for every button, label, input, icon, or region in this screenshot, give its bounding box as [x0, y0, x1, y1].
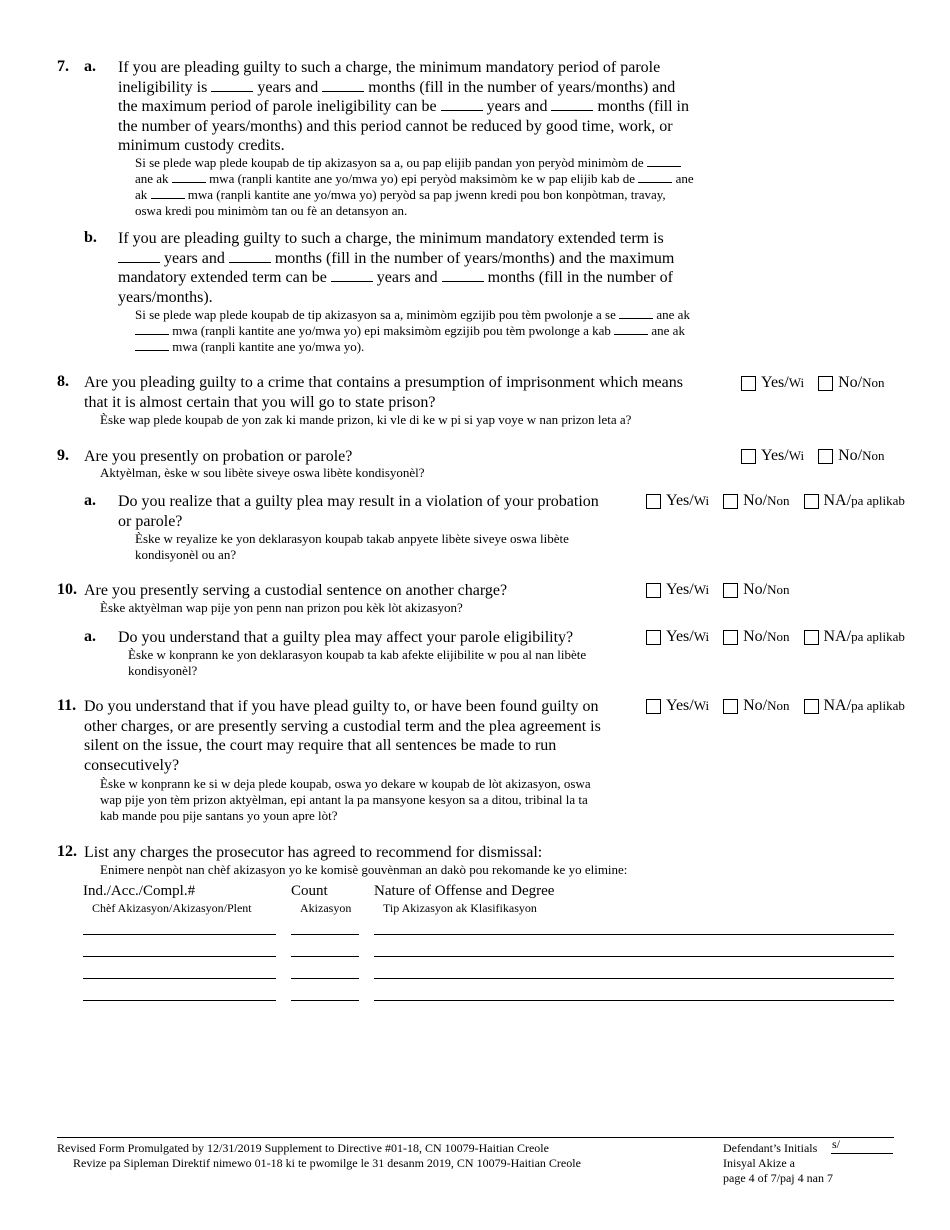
q7b-text-line: years and months (fill in the number of years/months) and the maximum — [118, 249, 738, 269]
q10a-yes-option[interactable]: Yes/ Wi — [646, 628, 709, 646]
q7b-text-blank[interactable] — [331, 268, 373, 282]
q7b-translation-line: mwa (ranpli kantite ane yo/mwa yo). — [135, 339, 745, 355]
charge-row-2-count[interactable] — [291, 956, 359, 957]
charge-row-3-count[interactable] — [291, 978, 359, 979]
q8-no-checkbox[interactable] — [818, 376, 833, 391]
col-header-nature: Nature of Offense and Degree — [374, 883, 555, 899]
q11-na-option[interactable]: NA/ pa aplikab — [804, 697, 905, 715]
q7a-text-line: If you are pleading guilty to such a charge, the minimum mandatory period of parole — [118, 59, 661, 76]
q7b-text — [118, 229, 738, 307]
q10a-no-checkbox[interactable] — [723, 630, 738, 645]
q11-options — [646, 697, 905, 715]
q7b-translation — [135, 307, 745, 355]
q7a-text-line: minimum custody credits. — [118, 137, 285, 154]
q7b-text-blank[interactable] — [442, 268, 484, 282]
q8-yes-checkbox[interactable] — [741, 376, 756, 391]
q9a-na-option[interactable]: NA/ pa aplikab — [804, 492, 905, 510]
charge-row-2-nature[interactable] — [374, 956, 894, 957]
q10a-na-checkbox[interactable] — [804, 630, 819, 645]
q9-options — [741, 447, 885, 465]
q7a-letter: a. — [84, 58, 96, 75]
col-header-ind-ht: Chèf Akizasyon/Akizasyon/Plent — [92, 901, 252, 915]
q9a-translation: Èske w reyalize ke yon deklarasyon koupab takab anpyete libète siveye oswa libète kondisyonèl ou an? — [135, 531, 569, 562]
charge-row-4-ind[interactable] — [83, 1000, 276, 1001]
q10a-text: Do you understand that a guilty plea may affect your parole eligibility? — [118, 629, 574, 646]
q11-no-checkbox[interactable] — [723, 699, 738, 714]
q8-no-option[interactable]: No/ Non — [818, 374, 884, 392]
q7a-text-line: ineligibility is years and months (fill in the number of years/months) and — [118, 78, 676, 96]
q7a-translation-blank[interactable] — [638, 171, 672, 183]
charge-row-4-count[interactable] — [291, 1000, 359, 1001]
q10a-letter: a. — [84, 628, 96, 645]
q7a-translation-line: ak mwa (ranpli kantite ane yo/mwa yo) peryòd sa pap jwenn kredi pou bon konpòtman, travay, — [135, 187, 666, 202]
q7b-text-blank[interactable] — [118, 249, 160, 263]
q11-translation: Èske w konprann ke si w deja plede koupab, oswa yo dekare w koupab de lòt akizasyon, oswa wap pije yon tèm prizon aktyèlman, epi antant la pa mansyone kesyon sa a ditou, tribinal la ta kab mande pou pije santans yo youn apre lòt? — [100, 776, 591, 823]
col-header-count-ht: Akizasyon — [300, 901, 352, 915]
q11-yes-checkbox[interactable] — [646, 699, 661, 714]
q12-number: 12. — [57, 843, 77, 860]
q10-no-checkbox[interactable] — [723, 583, 738, 598]
q10-translation: Èske aktyèlman wap pije yon penn nan prizon pou kèk lòt akizasyon? — [100, 600, 463, 615]
col-header-count: Count — [291, 883, 328, 899]
initials-field[interactable]: s/ — [831, 1138, 893, 1154]
charge-row-1-ind[interactable] — [83, 934, 276, 935]
q10-options — [646, 581, 790, 599]
q11-no-option[interactable]: No/ Non — [723, 697, 789, 715]
page-number: page 4 of 7/paj 4 nan 7 — [723, 1171, 833, 1185]
q7b-text-line: mandatory extended term can be years and months (fill in the number of — [118, 269, 673, 286]
q9-no-checkbox[interactable] — [818, 449, 833, 464]
q10-text: Are you presently serving a custodial sentence on another charge? — [84, 582, 508, 599]
q10a-no-option[interactable]: No/ Non — [723, 628, 789, 646]
q11-number: 11. — [57, 697, 77, 714]
q9a-no-option[interactable]: No/ Non — [723, 492, 789, 510]
q12-text: List any charges the prosecutor has agreed to recommend for dismissal: — [84, 844, 543, 861]
q8-translation: Èske wap plede koupab de yon zak ki mande prizon, ki vle di ke w pi si yap voye w nan prizon leta a? — [100, 412, 632, 427]
footer-rule — [57, 1137, 894, 1138]
q9-text: Are you presently on probation or parole? — [84, 448, 353, 465]
q9a-yes-checkbox[interactable] — [646, 494, 661, 509]
q7a-translation-line: ane ak mwa (ranpli kantite ane yo/mwa yo) epi peryòd maksimòm ke w pap elijib kab de ane — [135, 171, 694, 186]
q7a-translation-line: oswa kredi pou minimòm tan ou fè an detansyon an. — [135, 203, 408, 218]
q7a-translation — [135, 155, 745, 219]
q10-no-option[interactable]: No/ Non — [723, 581, 789, 599]
q7a-text-blank[interactable] — [211, 78, 253, 92]
q7a-translation-blank[interactable] — [647, 155, 681, 167]
q10a-na-option[interactable]: NA/ pa aplikab — [804, 628, 905, 646]
q7a-translation-blank[interactable] — [172, 171, 206, 183]
q10-yes-checkbox[interactable] — [646, 583, 661, 598]
q7a-translation-line: Si se plede wap plede koupab de tip akizasyon sa a, ou pap elijib pandan yon peryòd minimòm de — [135, 155, 745, 171]
q7b-text-line: years/months). — [118, 288, 213, 306]
footer-revision-ht: Revize pa Sipleman Direktif nimewo 01-18 ki te pwomilge le 31 desanm 2019, CN 10079-Haitian Creole — [73, 1156, 581, 1170]
q9-yes-option[interactable]: Yes/ Wi — [741, 447, 804, 465]
q10-yes-option[interactable]: Yes/ Wi — [646, 581, 709, 599]
col-header-nature-ht: Tip Akizasyon ak Klasifikasyon — [383, 901, 537, 915]
q7b-text-line: If you are pleading guilty to such a charge, the minimum mandatory extended term is — [118, 230, 664, 247]
q7b-translation-line: Si se plede wap plede koupab de tip akizasyon sa a, minimòm egzijib pou tèm pwolonje a se ane ak — [135, 307, 690, 322]
q9-number: 9. — [57, 447, 69, 464]
charge-row-2-ind[interactable] — [83, 956, 276, 957]
q9-translation: Aktyèlman, èske w sou libète siveye oswa libète kondisyonèl? — [100, 465, 425, 480]
q7-number: 7. — [57, 58, 69, 75]
q7a-text-line: the maximum period of parole ineligibility can be years and months (fill in — [118, 98, 689, 115]
q11-na-checkbox[interactable] — [804, 699, 819, 714]
q12-translation: Enimere nenpòt nan chèf akizasyon yo ke komisè gouvènman an dakò pou rekomande ke yo elimine: — [100, 862, 628, 877]
q9a-yes-option[interactable]: Yes/ Wi — [646, 492, 709, 510]
q7b-letter: b. — [84, 229, 97, 246]
q10a-options — [646, 628, 905, 646]
q7a-text-blank[interactable] — [441, 97, 483, 111]
q7b-translation-blank[interactable] — [619, 307, 653, 319]
q7b-translation-line: mwa (ranpli kantite ane yo/mwa yo) epi maksimòm egzijib pou tèm pwolonge a kab ane ak — [135, 323, 745, 339]
q7b-text-blank[interactable] — [229, 249, 271, 263]
q9-no-option[interactable]: No/ Non — [818, 447, 884, 465]
charge-row-3-ind[interactable] — [83, 978, 276, 979]
q8-yes-option[interactable]: Yes/ Wi — [741, 374, 804, 392]
q8-number: 8. — [57, 373, 69, 390]
q7a-text-line: the number of years/months) and this period cannot be reduced by good time, work, or — [118, 117, 673, 135]
q9a-letter: a. — [84, 492, 96, 509]
initials-label: Defendant’s Initials — [723, 1141, 818, 1155]
q7b-translation-blank[interactable] — [135, 323, 169, 335]
q9a-text: Do you realize that a guilty plea may result in a violation of your probation or parole? — [118, 493, 599, 530]
charge-row-4-nature[interactable] — [374, 1000, 894, 1001]
col-header-ind: Ind./Acc./Compl.# — [83, 883, 196, 899]
footer-revision: Revised Form Promulgated by 12/31/2019 Supplement to Directive #01-18, CN 10079-Haitian Creole — [57, 1141, 549, 1155]
q8-options — [741, 374, 885, 392]
initials-label-ht: Inisyal Akize a — [723, 1156, 795, 1170]
charge-row-3-nature[interactable] — [374, 978, 894, 979]
q11-text: Do you understand that if you have plead guilty to, or have been found guilty on other charges, or are presently serving a custodial term and the plea agreement is silent on the issue, the court may require that all sentences be made to run consecutively? — [84, 698, 601, 774]
q8-text: Are you pleading guilty to a crime that contains a presumption of imprisonment which means that it is almost certain that you will go to state prison? — [84, 374, 683, 411]
q11-yes-option[interactable]: Yes/ Wi — [646, 697, 709, 715]
q9a-na-checkbox[interactable] — [804, 494, 819, 509]
q7a-text-blank[interactable] — [551, 97, 593, 111]
q9a-no-checkbox[interactable] — [723, 494, 738, 509]
charge-row-1-count[interactable] — [291, 934, 359, 935]
q9a-options — [646, 492, 905, 510]
q10-number: 10. — [57, 581, 77, 598]
charge-row-1-nature[interactable] — [374, 934, 894, 935]
q9-yes-checkbox[interactable] — [741, 449, 756, 464]
q7a-text-blank[interactable] — [322, 78, 364, 92]
q7b-translation-blank[interactable] — [614, 323, 648, 335]
q7a-translation-blank[interactable] — [151, 187, 185, 199]
q7b-translation-blank[interactable] — [135, 339, 169, 351]
q10a-translation: Èske w konprann ke yon deklarasyon koupab ta kab afekte elijibilite w pou al nan libète kondisyonèl? — [128, 647, 587, 678]
q7a-text — [118, 58, 738, 156]
q10a-yes-checkbox[interactable] — [646, 630, 661, 645]
